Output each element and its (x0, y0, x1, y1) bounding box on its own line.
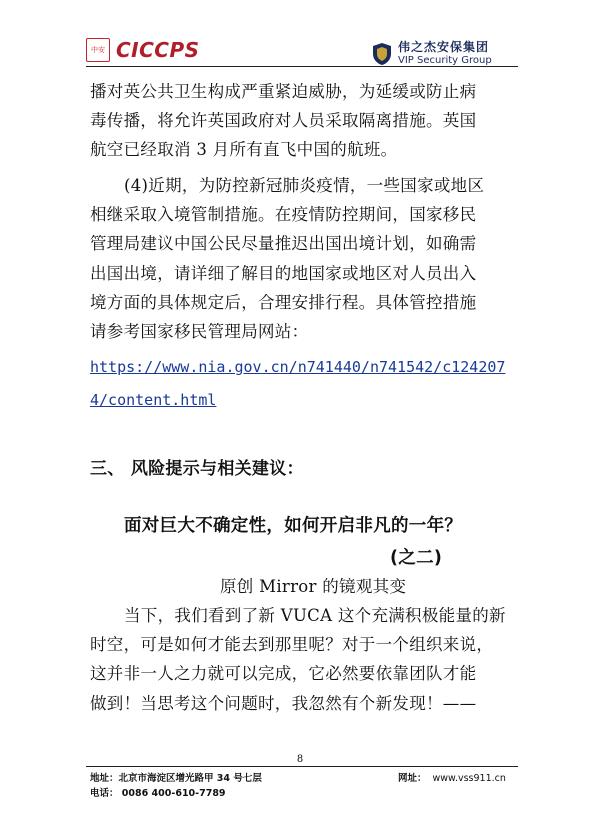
ciccps-logo (86, 38, 200, 62)
brand-name-cn: 伟之杰安保集团 (398, 40, 490, 54)
footer-website-label: 网址： (398, 773, 427, 784)
footer-website-url[interactable]: www.vss911.cn (432, 773, 506, 784)
paragraph-line: 境方面的具体规定后，合理安排行程。具体管控措施 (90, 293, 477, 312)
footer-website (398, 770, 506, 784)
nia-website-link[interactable]: https://www.nia.gov.cn/n741440/n741542/c124207 (90, 358, 506, 376)
article-subheadline: (之二) (390, 548, 443, 568)
paragraph-line: 相继采取入境管制措施。在疫情防控期间，国家移民 (90, 205, 477, 224)
page-header (0, 0, 600, 72)
nia-website-link-cont[interactable]: 4/content.html (90, 391, 217, 409)
ciccps-logo-text: CICCPS (116, 38, 200, 62)
vip-security-logo (372, 40, 492, 68)
paragraph-line: 做到！当思考这个问题时，我忽然有个新发现！—— (90, 694, 477, 713)
footer-address: 地址：北京市海淀区增光路甲 34 号七层 (90, 773, 262, 784)
header-divider (86, 66, 518, 67)
page-number: 8 (296, 754, 304, 765)
paragraph-line: 请参考国家移民管理局网站： (90, 322, 309, 341)
paragraph-line: 管理局建议中国公民尽量推迟出国出境计划，如确需 (90, 234, 477, 253)
paragraph-line: (4)近期，为防控新冠肺炎疫情，一些国家或地区 (124, 176, 485, 195)
brand-name-en: VIP Security Group (398, 55, 492, 66)
article-byline: 原创 Mirror 的镜观其变 (220, 577, 407, 596)
footer-phone: 电话： 0086 400-610-7789 (90, 788, 226, 799)
shield-icon (372, 42, 392, 66)
section-heading: 三、 风险提示与相关建议： (90, 459, 304, 479)
paragraph-line: 时空，可是如何才能去到那里呢？对于一个组织来说， (90, 635, 494, 654)
article-headline: 面对巨大不确定性，如何开启非凡的一年？ (124, 516, 463, 536)
footer-divider (86, 766, 518, 767)
paragraph-line: 当下，我们看到了新 VUCA 这个充满积极能量的新 (124, 606, 506, 625)
paragraph-line: 毒传播，将允许英国政府对人员采取隔离措施。英国 (90, 111, 477, 130)
paragraph-line: 出国出境，请详细了解目的地国家或地区对人员出入 (90, 264, 477, 283)
paragraph-line: 航空已经取消 3 月所有直飞中国的航班。 (90, 140, 398, 159)
seal-icon: 中安 (86, 38, 110, 62)
paragraph-line: 播对英公共卫生构成严重紧迫威胁，为延缓或防止病 (90, 82, 477, 101)
paragraph-line: 这并非一人之力就可以完成，它必然要依靠团队才能 (90, 664, 477, 683)
